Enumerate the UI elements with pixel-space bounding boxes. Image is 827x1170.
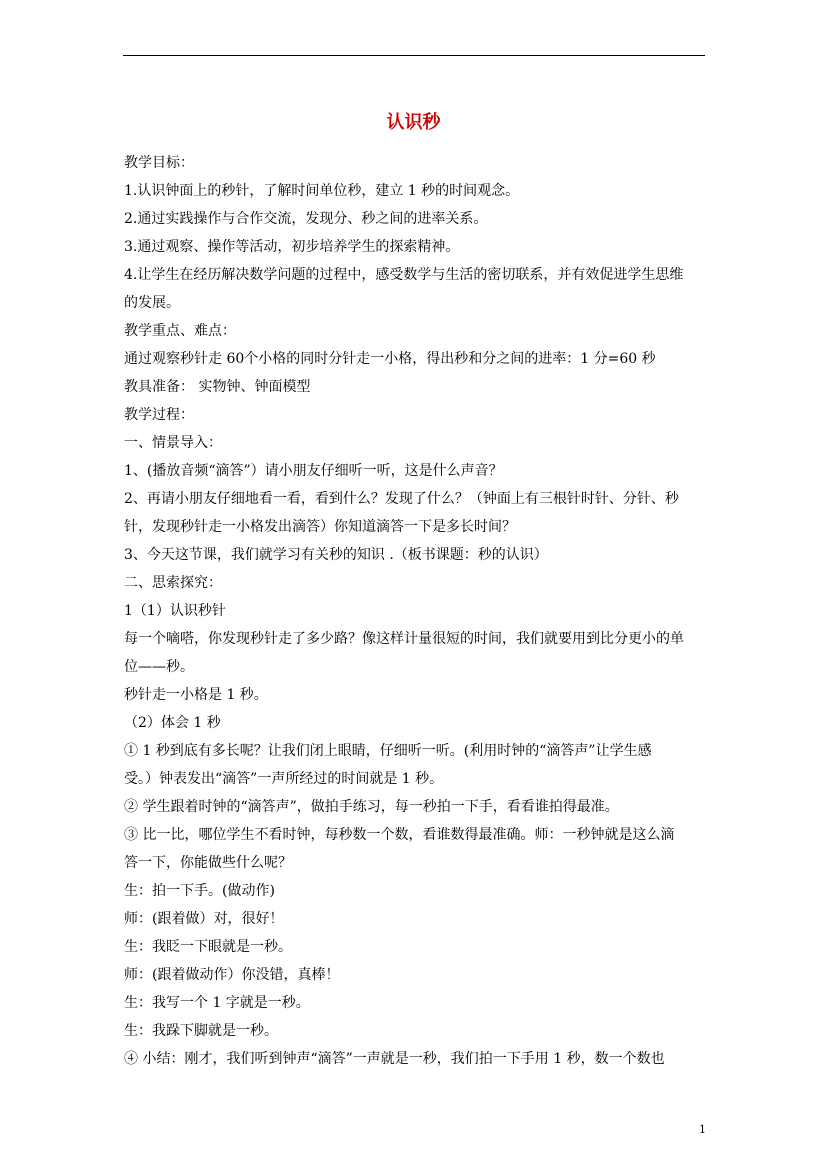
text-line: 教具准备： 实物钟、钟面模型 bbox=[124, 379, 311, 395]
text-line: 位——秒。 bbox=[124, 659, 194, 675]
text-line: 教学重点、难点： bbox=[124, 323, 236, 339]
text-line: 答一下，你能做些什么呢？ bbox=[124, 855, 292, 871]
text-line: 秒针走一小格是 1 秒。 bbox=[124, 687, 268, 703]
text-line: 通过观察秒针走 60个小格的同时分针走一小格，得出秒和分之间的进率：1 分=60 秒 bbox=[124, 351, 656, 367]
text-line: 4.让学生在经历解决数学问题的过程中，感受数学与生活的密切联系，并有效促进学生思维 bbox=[124, 267, 684, 283]
text-line: 1（1）认识秒针 bbox=[124, 603, 226, 619]
text-line: 2、再请小朋友仔细地看一看，看到什么？发现了什么？（钟面上有三根针时针、分针、秒 bbox=[124, 491, 679, 507]
document-body bbox=[124, 149, 706, 1073]
text-line: 1.认识钟面上的秒针，了解时间单位秒，建立 1 秒的时间观念。 bbox=[124, 183, 520, 199]
text-line: 师：(跟着做）对，很好！ bbox=[124, 911, 284, 927]
header-rule bbox=[123, 55, 705, 56]
text-line: 受。）钟表发出“滴答”一声所经过的时间就是 1 秒。 bbox=[124, 771, 444, 787]
text-line: ④ 小结：刚才，我们听到钟声“滴答”一声就是一秒，我们拍一下手用 1 秒，数一个数也 bbox=[124, 1051, 665, 1067]
text-line: ① 1 秒到底有多长呢？让我们闭上眼睛，仔细听一听。(利用时钟的“滴答声”让学生感 bbox=[124, 743, 652, 759]
text-line: 生：拍一下手。(做动作) bbox=[124, 883, 275, 899]
text-line: ③ 比一比，哪位学生不看时钟，每秒数一个数，看谁数得最准确。师：一秒钟就是这么滴 bbox=[124, 827, 675, 843]
text-line: 每一个嘀嗒，你发现秒针走了多少路？像这样计量很短的时间，我们就要用到比分更小的单 bbox=[124, 631, 684, 647]
text-line: 的发展。 bbox=[124, 295, 180, 311]
text-line: 一、情景导入： bbox=[124, 435, 222, 451]
text-line: 3.通过观察、操作等活动，初步培养学生的探索精神。 bbox=[124, 239, 460, 255]
text-line: 二、思索探究： bbox=[124, 575, 222, 591]
text-line: 师：(跟着做动作）你没错，真棒！ bbox=[124, 967, 340, 983]
page-number: 1 bbox=[699, 1123, 706, 1136]
text-line: 生：我眨一下眼就是一秒。 bbox=[124, 939, 292, 955]
text-line: 生：我跺下脚就是一秒。 bbox=[124, 1023, 278, 1039]
text-line: （2）体会 1 秒 bbox=[124, 715, 221, 731]
text-line: 针，发现秒针走一小格发出滴答）你知道滴答一下是多长时间？ bbox=[124, 519, 516, 535]
text-line: 1、(播放音频“滴答”）请小朋友仔细听一听，这是什么声音？ bbox=[124, 463, 503, 479]
document-title: 认识秒 bbox=[386, 112, 441, 133]
text-line: 3、今天这节课，我们就学习有关秒的知识 .（板书课题：秒的认识） bbox=[124, 547, 548, 563]
text-line: ② 学生跟着时钟的“滴答声”，做拍手练习，每一秒拍一下手，看看谁拍得最准。 bbox=[124, 799, 619, 815]
text-line: 2.通过实践操作与合作交流，发现分、秒之间的进率关系。 bbox=[124, 211, 488, 227]
text-line: 教学过程： bbox=[124, 407, 194, 423]
text-line: 生：我写一个 1 字就是一秒。 bbox=[124, 995, 310, 1011]
text-line: 教学目标： bbox=[124, 155, 194, 171]
